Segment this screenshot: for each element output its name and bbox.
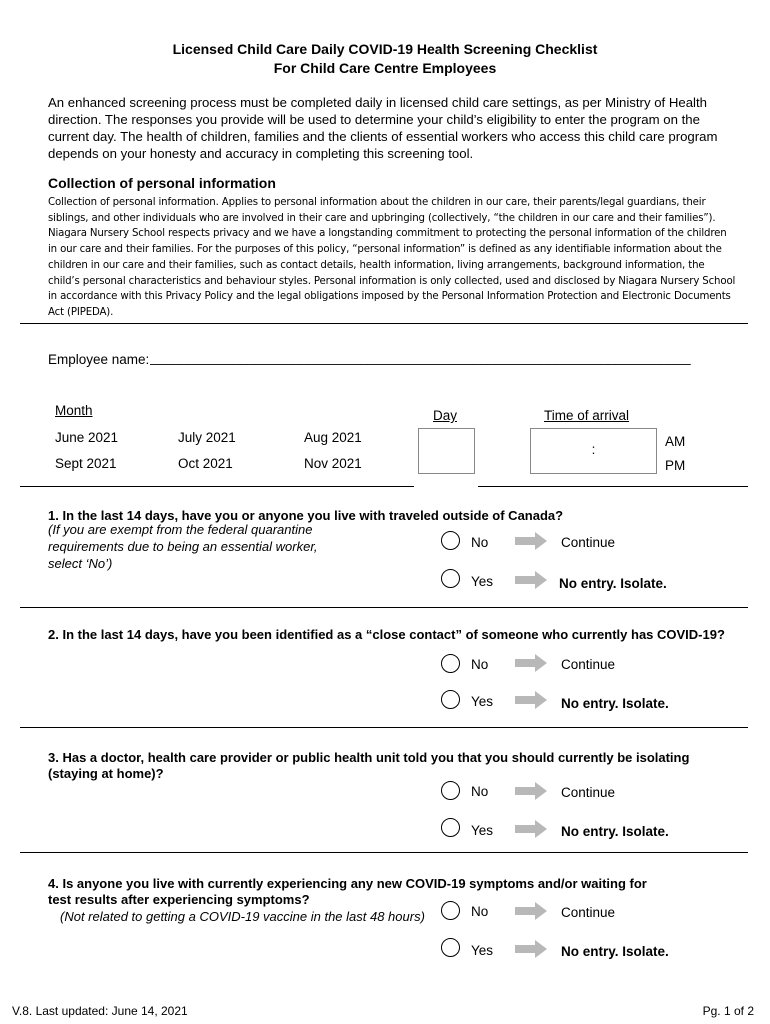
arrow-right-icon <box>515 902 547 920</box>
arrow-right-icon <box>515 940 547 958</box>
day-label: Day <box>433 408 458 423</box>
question-3-yes-label: Yes <box>471 823 494 838</box>
month-option[interactable]: Aug 2021 <box>304 430 362 445</box>
question-1-yes-result: No entry. Isolate. <box>559 576 667 591</box>
question-3-text: 3. Has a doctor, health care provider or public health unit told you that you should currently be isolating (staying at home)? <box>48 750 690 781</box>
question-1-note: (If you are exempt from the federal quarantine requirements due to being an essential worker, select ‘No’) <box>48 522 318 571</box>
month-option[interactable]: Nov 2021 <box>304 456 362 471</box>
footer-page-number: Pg. 1 of 2 <box>702 1004 754 1018</box>
arrow-right-icon <box>515 532 547 550</box>
document-subtitle: For Child Care Centre Employees <box>273 60 497 76</box>
arrow-right-icon <box>515 782 547 800</box>
question-4-no-result: Continue <box>561 905 616 920</box>
month-option[interactable]: Sept 2021 <box>55 456 117 471</box>
personal-info-body: Collection of personal information. Applies to personal information about the children in our care, their parents/legal guardians, their siblings, and other individuals who are involved in their care and upbringing (collectively, “the children in our care and their families”). Niagara Nursery School respects privacy and we have a longstanding commitment to protecting the personal information of the children in our care and their families. For the purposes of this policy, “personal information” is defined as any identifiable information about the children in our care and their families, such as contact details, health information, living arrangements, background information, the child’s personal characteristics and behaviour styles. Personal information is only collected, used and disclosed by Niagara Nursery School in accordance with this Privacy Policy and the legal obligations imposed by the Personal Information Protection and Electronic Documents Act (PIPEDA). <box>48 197 736 318</box>
question-4-text: 4. Is anyone you live with currently experiencing any new COVID-19 symptoms and/or waiting for test results after experiencing symptoms? <box>48 876 647 907</box>
question-2-yes-radio[interactable] <box>441 690 460 709</box>
question-1-no-label: No <box>471 535 489 550</box>
month-option[interactable]: June 2021 <box>55 430 119 445</box>
pm-option[interactable]: PM <box>665 458 686 473</box>
time-separator: : <box>591 442 596 457</box>
divider <box>478 486 748 487</box>
question-2-text: 2. In the last 14 days, have you been identified as a “close contact” of someone who currently has COVID-19? <box>48 627 725 642</box>
divider <box>20 486 414 487</box>
question-2-no-result: Continue <box>561 657 616 672</box>
question-2-no-radio[interactable] <box>441 654 460 673</box>
month-label: Month <box>55 403 93 418</box>
question-2-no-label: No <box>471 657 489 672</box>
question-3-no-result: Continue <box>561 785 616 800</box>
question-1-yes-label: Yes <box>471 574 494 589</box>
question-1-no-result: Continue <box>561 535 616 550</box>
arrow-right-icon <box>515 654 547 672</box>
footer-version: V.8. Last updated: June 14, 2021 <box>12 1004 188 1018</box>
month-option[interactable]: July 2021 <box>178 430 236 445</box>
question-3-yes-radio[interactable] <box>441 818 460 837</box>
question-4-yes-label: Yes <box>471 943 494 958</box>
am-option[interactable]: AM <box>665 434 686 449</box>
employee-name-label: Employee name: <box>48 352 150 367</box>
question-2-yes-label: Yes <box>471 694 494 709</box>
divider <box>20 727 748 728</box>
question-4-note: (Not related to getting a COVID-19 vaccine in the last 48 hours) <box>60 909 425 924</box>
question-4-yes-radio[interactable] <box>441 938 460 957</box>
arrow-right-icon <box>515 571 547 589</box>
time-input[interactable] <box>530 428 657 474</box>
month-option[interactable]: Oct 2021 <box>178 456 233 471</box>
question-4-no-radio[interactable] <box>441 901 460 920</box>
arrow-right-icon <box>515 691 547 709</box>
question-2-yes-result: No entry. Isolate. <box>561 696 669 711</box>
question-3-no-label: No <box>471 784 489 799</box>
document-title: Licensed Child Care Daily COVID-19 Health Screening Checklist <box>172 41 598 57</box>
employee-name-field[interactable]: ________________________________________________________________________ <box>150 350 691 365</box>
question-3-no-radio[interactable] <box>441 781 460 800</box>
question-4-yes-result: No entry. Isolate. <box>561 944 669 959</box>
divider <box>20 852 748 853</box>
question-1-text: 1. In the last 14 days, have you or anyone you live with traveled outside of Canada? <box>48 508 564 523</box>
divider <box>20 607 748 608</box>
day-input[interactable] <box>418 428 475 474</box>
time-label: Time of arrival <box>544 408 630 423</box>
personal-info-heading: Collection of personal information <box>48 175 276 191</box>
question-4-no-label: No <box>471 904 489 919</box>
arrow-right-icon <box>515 820 547 838</box>
question-3-yes-result: No entry. Isolate. <box>561 824 669 839</box>
question-1-yes-radio[interactable] <box>441 569 460 588</box>
question-1-no-radio[interactable] <box>441 531 460 550</box>
divider <box>20 323 748 324</box>
intro-paragraph: An enhanced screening process must be completed daily in licensed child care settings, as per Ministry of Health direction. The responses you provide will be used to determine your child’s eligibility to enter the program on the current day. The health of children, families and the clients of essential workers who access this child care program depends on your honesty and accuracy in completing this screening tool. <box>48 95 718 161</box>
